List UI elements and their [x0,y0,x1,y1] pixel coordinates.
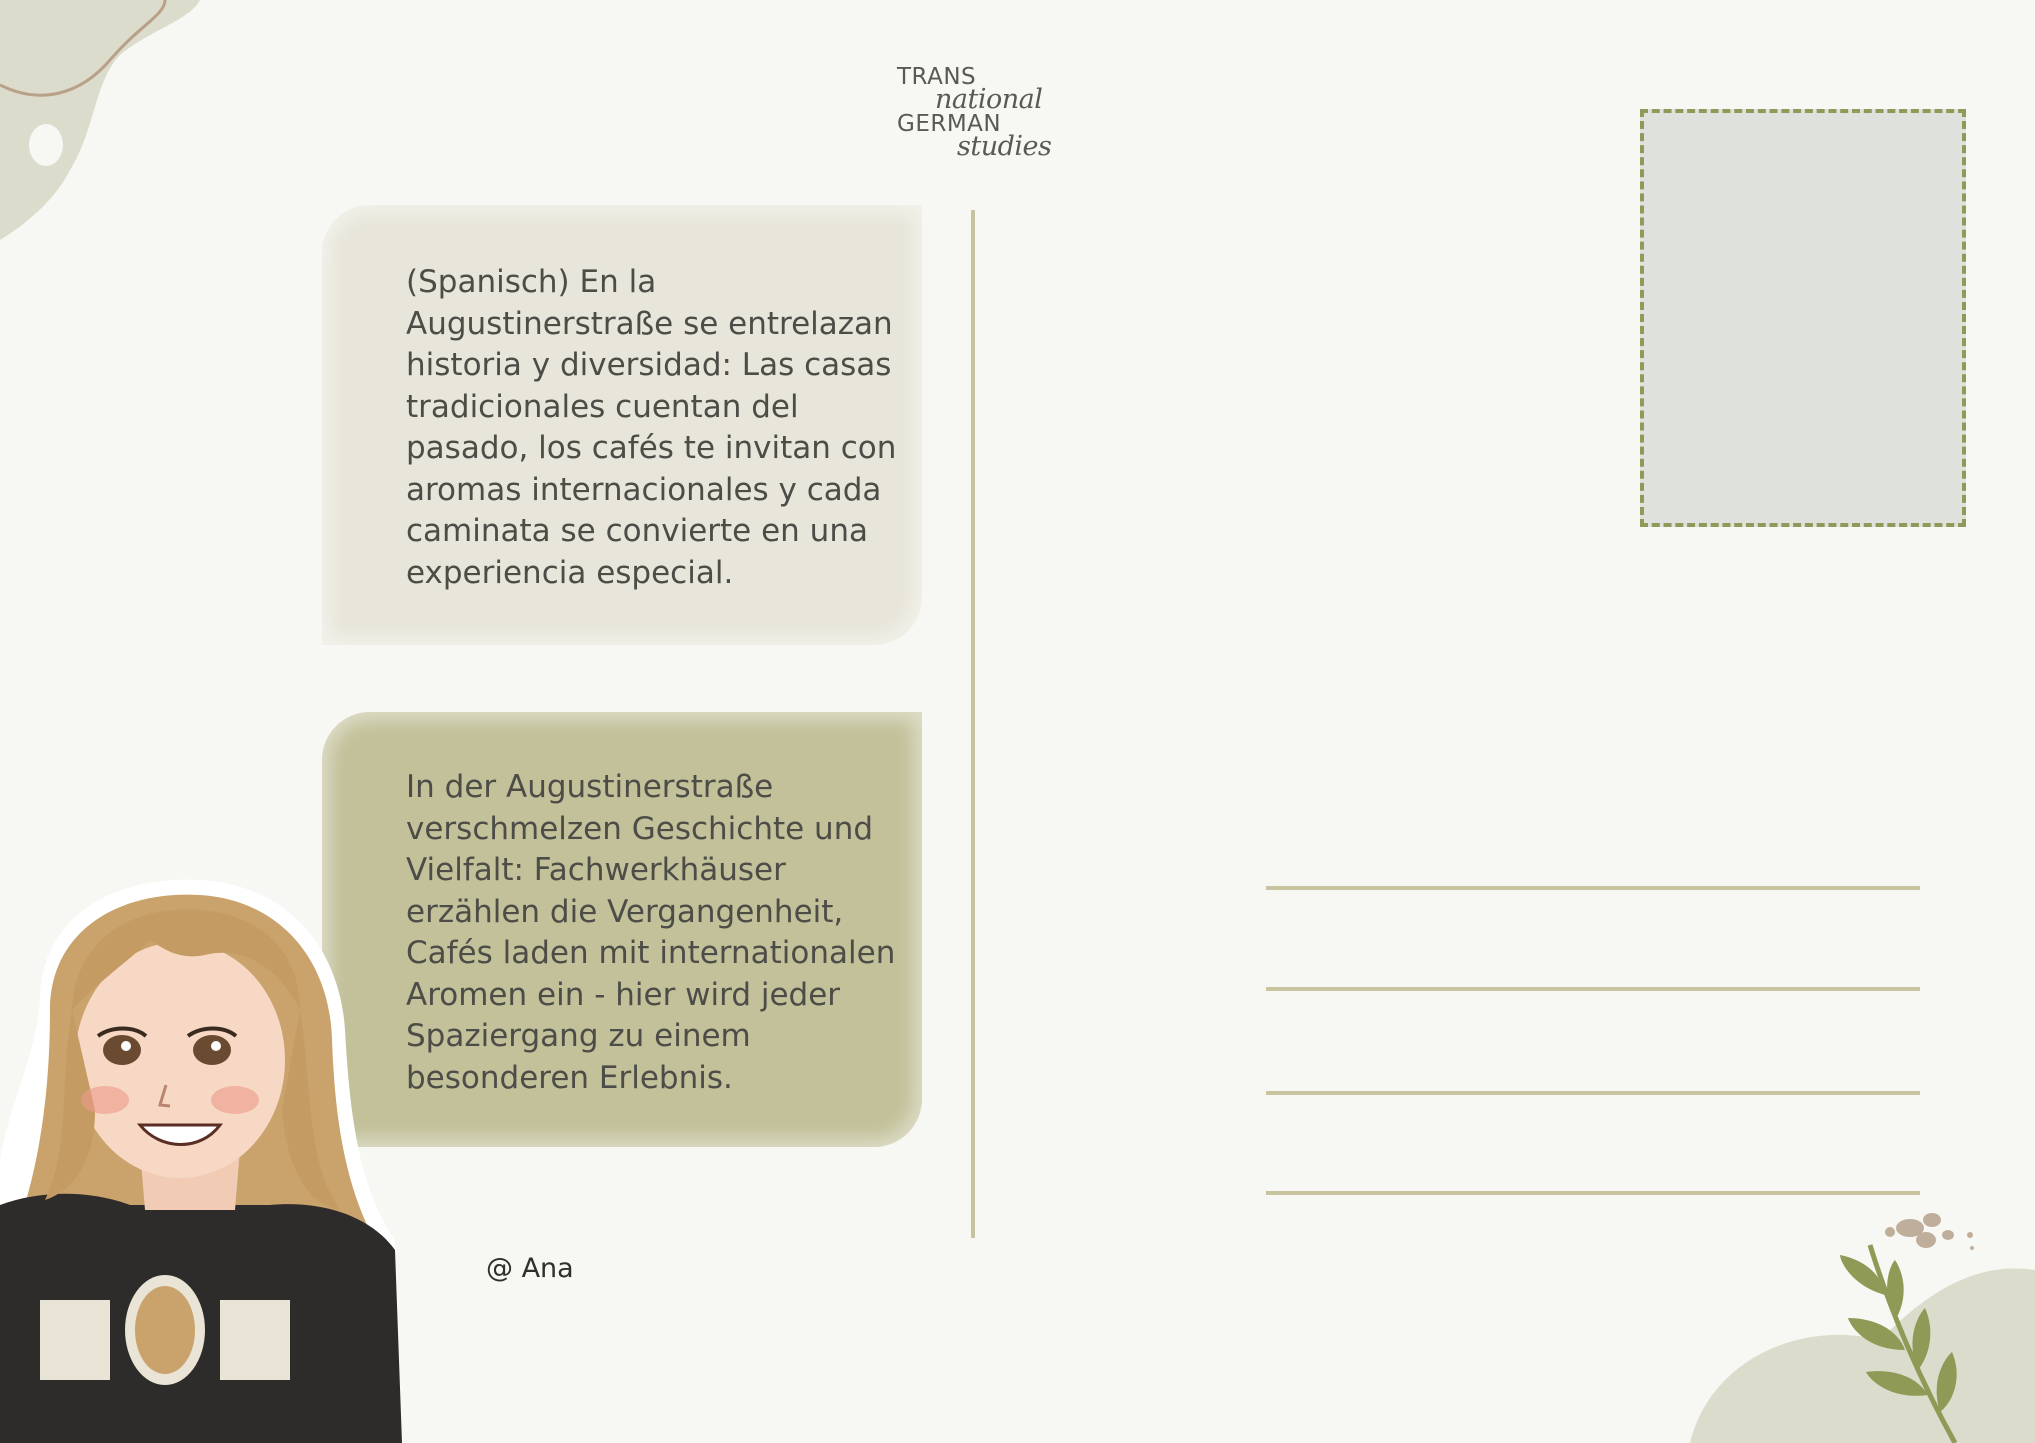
german-text: In der Augustinerstraße verschmelzen Geschichte und Vielfalt: Fachwerkhäuser erzählen die Vergangenheit, Cafés laden mit internationalen Aromen ein - hier wird jeder Spaziergang zu einem besonderen Erlebnis. [406,769,896,1096]
spanish-text-card [322,205,922,645]
address-line [1266,886,1920,890]
leaf-decoration [1690,1200,2035,1443]
spanish-text: (Spanisch) En la Augustinerstraße se entrelazan historia y diversidad: Las casas tradicionales cuentan del pasado, los cafés te invitan con aromas internacionales y cada caminata se convierte en una experiencia especial. [406,264,897,591]
author-signature: @ Ana [486,1253,574,1284]
center-divider [971,210,975,1238]
logo-line-1: TRANS [897,64,977,90]
stamp-placeholder [1640,109,1966,527]
address-line [1266,1091,1920,1095]
decorative-blob-top-left [0,0,220,250]
german-text-card [322,712,922,1147]
logo-line-4: studies [957,131,1052,162]
logo-line-3: GERMAN [897,111,1002,137]
address-line [1266,987,1920,991]
brand-logo [897,64,1057,164]
girl-portrait-illustration [0,860,402,1443]
logo-line-2: national [935,84,1043,115]
address-line [1266,1191,1920,1195]
